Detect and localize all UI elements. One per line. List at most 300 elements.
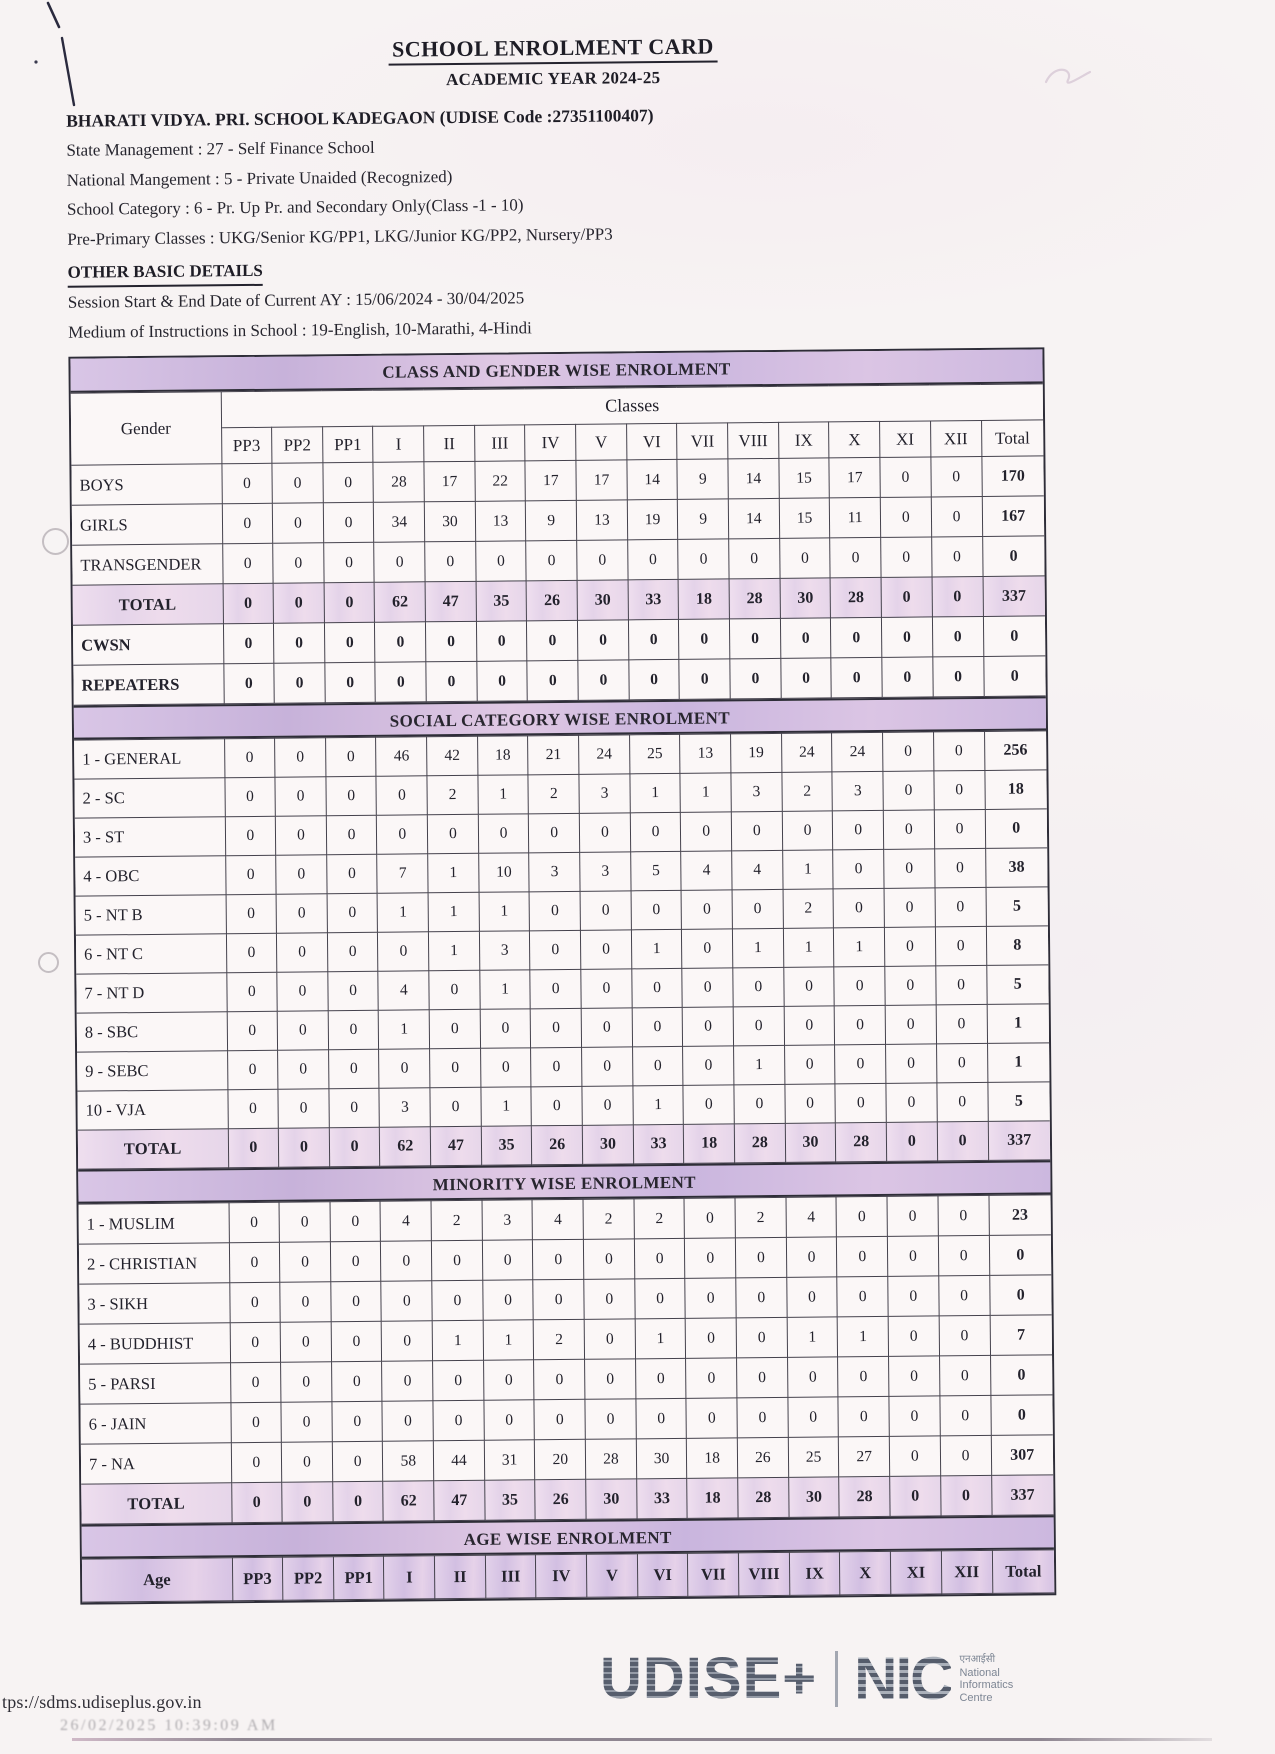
enrolment-cell: 0	[483, 1280, 534, 1320]
enrolment-cell: 0	[729, 538, 780, 578]
enrolment-cell: 0	[276, 894, 327, 933]
enrolment-cell: 62	[380, 1127, 431, 1166]
row-label: 6 - NT C	[76, 934, 226, 974]
enrolment-cell: 0	[989, 1235, 1051, 1276]
enrolment-cell: 33	[633, 1124, 684, 1163]
enrolment-cell: 0	[433, 1360, 484, 1400]
enrolment-cell: 0	[330, 1241, 381, 1281]
enrolment-cell: 0	[534, 1399, 585, 1439]
enrolment-cell: 13	[576, 500, 627, 540]
enrolment-cell: 7	[377, 854, 428, 893]
enrolment-cell: 0	[886, 1083, 937, 1122]
col-header-ix: IX	[778, 422, 829, 458]
enrolment-cell: 0	[227, 1050, 278, 1089]
enrolment-cell: 0	[940, 1395, 991, 1435]
enrolment-cell: 0	[224, 777, 275, 816]
enrolment-cell: 0	[881, 537, 932, 577]
col-header-i: I	[384, 1556, 435, 1599]
enrolment-cell: 3	[579, 774, 630, 813]
enrolment-cell: 0	[939, 1355, 990, 1395]
enrolment-cell: 0	[834, 966, 885, 1005]
col-header-xii: XII	[930, 420, 981, 456]
enrolment-cell: 0	[427, 814, 478, 853]
enrolment-cell: 0	[935, 965, 986, 1004]
enrolment-cell: 15	[779, 458, 830, 498]
col-header-xii: XII	[941, 1550, 992, 1593]
enrolment-cell: 0	[686, 1358, 737, 1398]
enrolment-cell: 0	[333, 1481, 384, 1521]
enrolment-cell: 0	[282, 1482, 333, 1522]
enrolment-cell: 0	[835, 1083, 886, 1122]
enrolment-cell: 18	[687, 1438, 738, 1478]
enrolment-cell: 1	[429, 931, 480, 970]
enrolment-cell: 46	[376, 737, 427, 776]
enrolment-cell: 0	[527, 660, 578, 700]
enrolment-cell: 30	[788, 1477, 839, 1517]
enrolment-cell: 0	[526, 540, 577, 580]
enrolment-cell: 0	[533, 1279, 584, 1319]
col-header-vii: VII	[688, 1553, 739, 1596]
enrolment-cell: 0	[940, 1435, 991, 1475]
enrolment-cell: 0	[784, 967, 835, 1006]
enrolment-cell: 0	[931, 456, 982, 496]
enrolment-cell: 0	[277, 933, 328, 972]
enrolment-cell: 0	[327, 932, 378, 971]
enrolment-cell: 0	[990, 1395, 1052, 1436]
enrolment-cell: 0	[982, 536, 1044, 577]
enrolment-cell: 1	[787, 1317, 838, 1357]
enrolment-cell: 25	[629, 734, 680, 773]
enrolment-cell: 0	[476, 621, 527, 661]
enrolment-cell: 0	[229, 1242, 280, 1282]
udise-plus-logo: UDISE+	[600, 1646, 818, 1711]
enrolment-cell: 0	[579, 813, 630, 852]
nic-caption-line: Informatics	[959, 1679, 1014, 1691]
enrolment-cell: 47	[425, 581, 476, 621]
enrolment-cell: 0	[324, 542, 375, 582]
enrolment-cell: 5	[630, 851, 681, 890]
enrolment-cell: 38	[985, 848, 1047, 888]
row-label: TOTAL	[73, 584, 223, 625]
enrolment-cell: 0	[931, 496, 982, 536]
nic-caption-line: Centre	[959, 1691, 993, 1704]
col-header-gender: Gender	[71, 392, 222, 465]
row-label: 2 - CHRISTIAN	[79, 1243, 229, 1284]
minority-enrolment-table	[79, 1194, 1054, 1524]
enrolment-cell: 13	[475, 501, 526, 541]
enrolment-cell: 0	[838, 1396, 889, 1436]
enrolment-cell: 30	[636, 1438, 687, 1478]
enrolment-cell: 1	[480, 970, 531, 1009]
col-header-viii: VIII	[738, 1552, 789, 1595]
enrolment-cell: 1	[633, 1085, 684, 1124]
enrolment-cell: 0	[935, 926, 986, 965]
section-band-age: AGE WISE ENROLMENT	[82, 1515, 1054, 1558]
enrolment-cell: 1	[680, 773, 731, 812]
enrolment-cell: 0	[938, 1275, 989, 1315]
enrolment-cell: 5	[986, 887, 1048, 927]
enrolment-cell: 0	[582, 1086, 633, 1125]
enrolment-cell: 0	[377, 815, 428, 854]
enrolment-cell: 0	[224, 738, 275, 777]
enrolment-cell: 0	[533, 1239, 584, 1279]
enrolment-cell: 0	[683, 1085, 734, 1124]
enrolment-cell: 42	[427, 736, 478, 775]
enrolment-cell: 11	[830, 497, 881, 537]
enrolment-cell: 0	[737, 1397, 788, 1437]
enrolment-cell: 0	[480, 1048, 531, 1087]
enrolment-cell: 4	[732, 850, 783, 889]
enrolment-cell: 62	[383, 1481, 434, 1521]
social-category-enrolment-table	[74, 730, 1050, 1169]
enrolment-cell: 31	[484, 1440, 535, 1480]
enrolment-cell: 1	[479, 892, 530, 931]
enrolment-cell: 0	[780, 618, 831, 658]
enrolment-cell: 0	[784, 1006, 835, 1045]
enrolment-cell: 0	[885, 1005, 936, 1044]
medium-of-instruction: Medium of Instructions in School : 19-English, 10-Marathi, 4-Hindi	[68, 317, 532, 342]
enrolment-cell: 0	[936, 1043, 987, 1082]
enrolment-cell: 26	[527, 580, 578, 620]
enrolment-cell: 0	[531, 1086, 582, 1125]
enrolment-cell: 0	[936, 1004, 987, 1043]
enrolment-cell: 0	[482, 1240, 533, 1280]
col-header-ii: II	[424, 425, 475, 461]
row-label: 2 - SC	[74, 778, 224, 818]
col-header-v: V	[587, 1554, 638, 1597]
enrolment-cell: 0	[382, 1361, 433, 1401]
enrolment-cell: 0	[433, 1400, 484, 1440]
enrolment-cell: 0	[787, 1357, 838, 1397]
enrolment-cell: 0	[379, 1049, 430, 1088]
col-header-ii: II	[435, 1555, 486, 1598]
enrolment-cell: 1	[428, 892, 479, 931]
row-label: 9 - SEBC	[77, 1051, 227, 1091]
enrolment-cell: 0	[275, 777, 326, 816]
enrolment-cell: 0	[627, 539, 678, 579]
row-label: 8 - SBC	[77, 1012, 227, 1052]
enrolment-cell: 0	[889, 1356, 940, 1396]
enrolment-cell: 0	[629, 659, 680, 699]
enrolment-cell: 0	[378, 932, 429, 971]
enrolment-cell: 0	[374, 542, 425, 582]
enrolment-cell: 0	[274, 663, 325, 703]
enrolment-cell: 0	[430, 1087, 481, 1126]
enrolment-cell: 0	[425, 541, 476, 581]
enrolment-cell: 26	[535, 1479, 586, 1519]
enrolment-cell: 2	[528, 774, 579, 813]
enrolment-cell: 0	[938, 1235, 989, 1275]
enrolment-cell: 0	[684, 1198, 735, 1238]
enrolment-cell: 4	[532, 1199, 583, 1239]
school-detail-state-management: State Management : 27 - Self Finance School	[66, 137, 375, 160]
enrolment-cell: 0	[682, 968, 733, 1007]
footer-logos	[600, 1645, 1014, 1712]
enrolment-cell: 0	[634, 1238, 685, 1278]
nic-caption	[959, 1654, 1013, 1704]
enrolment-cell: 0	[227, 1011, 278, 1050]
enrolment-cell: 18	[678, 579, 729, 619]
enrolment-cell: 0	[584, 1279, 635, 1319]
enrolment-cell: 0	[731, 811, 782, 850]
enrolment-cell: 0	[278, 1050, 329, 1089]
enrolment-cell: 0	[781, 658, 832, 698]
row-label: BOYS	[71, 464, 221, 505]
age-enrolment-table	[82, 1549, 1054, 1602]
enrolment-cell: 0	[983, 616, 1045, 657]
enrolment-cell: 0	[426, 621, 477, 661]
enrolment-cell: 1	[838, 1316, 889, 1356]
enrolment-cell: 0	[885, 966, 936, 1005]
enrolment-cell: 0	[883, 771, 934, 810]
enrolment-cell: 0	[331, 1321, 382, 1361]
enrolment-cell: 2	[634, 1198, 685, 1238]
row-label: 10 - VJA	[77, 1090, 227, 1130]
enrolment-cell: 1	[630, 773, 681, 812]
enrolment-cell: 3	[529, 852, 580, 891]
enrolment-cell: 0	[636, 1398, 687, 1438]
enrolment-cell: 0	[983, 656, 1045, 697]
enrolment-cell: 0	[483, 1360, 534, 1400]
enrolment-cell: 0	[275, 816, 326, 855]
enrolment-cell: 0	[831, 617, 882, 657]
enrolment-cell: 30	[424, 501, 475, 541]
enrolment-cell: 0	[281, 1362, 332, 1402]
enrolment-cell: 0	[735, 1237, 786, 1277]
enrolment-cell: 0	[940, 1475, 991, 1515]
enrolment-cell: 0	[326, 815, 377, 854]
enrolment-cell: 30	[577, 580, 628, 620]
enrolment-cell: 0	[833, 849, 884, 888]
enrolment-cell: 13	[680, 734, 731, 773]
enrolment-cell: 0	[225, 816, 276, 855]
enrolment-cell: 0	[736, 1317, 787, 1357]
other-basic-details-heading: OTHER BASIC DETAILS	[67, 258, 263, 288]
page-title: SCHOOL ENROLMENT CARD	[388, 33, 718, 65]
enrolment-cell: 35	[484, 1480, 535, 1520]
enrolment-cell: 0	[679, 619, 730, 659]
enrolment-cell: 2	[431, 1200, 482, 1240]
enrolment-cell: 5	[987, 1082, 1049, 1122]
section-band-social-category: SOCIAL CATEGORY WISE ENROLMENT	[74, 696, 1046, 739]
enrolment-cell: 0	[221, 463, 272, 503]
enrolment-cell: 0	[376, 776, 427, 815]
row-label: 6 - JAIN	[80, 1403, 230, 1444]
row-label: TRANSGENDER	[72, 544, 222, 585]
enrolment-cell: 0	[332, 1441, 383, 1481]
enrolment-cell: 0	[230, 1322, 281, 1362]
enrolment-cell: 19	[627, 499, 678, 539]
enrolment-cell: 18	[687, 1478, 738, 1518]
row-label: CWSN	[73, 624, 223, 665]
enrolment-cell: 0	[231, 1442, 282, 1482]
enrolment-cell: 0	[932, 616, 983, 656]
enrolment-cell: 0	[328, 1049, 379, 1088]
enrolment-cell: 4	[786, 1197, 837, 1237]
enrolment-cell: 0	[888, 1316, 939, 1356]
school-name: BHARATI VIDYA. PRI. SCHOOL KADEGAON (UDISE Code :27351100407)	[66, 105, 654, 131]
enrolment-cell: 0	[331, 1281, 382, 1321]
enrolment-cell: 0	[630, 812, 681, 851]
enrolment-cell: 0	[327, 893, 378, 932]
col-header-xi: XI	[880, 421, 931, 457]
enrolment-cell: 0	[329, 1127, 380, 1166]
enrolment-cell: 14	[728, 458, 779, 498]
enrolment-cell: 1	[432, 1320, 483, 1360]
enrolment-cell: 0	[527, 620, 578, 660]
enrolment-cell: 3	[832, 771, 883, 810]
enrolment-cell: 3	[379, 1088, 430, 1127]
col-header-x: X	[840, 1551, 891, 1594]
row-label: GIRLS	[72, 504, 222, 545]
enrolment-cell: 8	[986, 926, 1048, 966]
enrolment-cell: 4	[380, 1201, 431, 1241]
row-label: 7 - NA	[81, 1443, 231, 1484]
enrolment-cell: 0	[835, 1005, 886, 1044]
enrolment-cell: 0	[484, 1400, 535, 1440]
enrolment-cell: 18	[684, 1124, 735, 1163]
enrolment-cell: 0	[429, 970, 480, 1009]
enrolment-cell: 33	[628, 579, 679, 619]
enrolment-cell: 0	[631, 890, 682, 929]
enrolment-cell: 0	[578, 620, 629, 660]
enrolment-cell: 5	[986, 965, 1048, 1005]
enrolment-cell: 0	[686, 1398, 737, 1438]
enrolment-cell: 0	[737, 1357, 788, 1397]
enrolment-cell: 1	[987, 1004, 1049, 1044]
enrolment-cell: 27	[839, 1436, 890, 1476]
enrolment-cell: 0	[888, 1276, 939, 1316]
enrolment-cell: 0	[686, 1318, 737, 1358]
enrolment-cell: 28	[836, 1122, 887, 1161]
enrolment-cell: 0	[836, 1196, 887, 1236]
enrolment-cell: 0	[937, 1082, 988, 1121]
enrolment-cell: 0	[280, 1282, 331, 1322]
enrolment-cell: 0	[223, 583, 274, 623]
enrolment-cell: 0	[730, 618, 781, 658]
nic-logo-text: NIC	[854, 1645, 952, 1712]
enrolment-cell: 0	[685, 1238, 736, 1278]
enrolment-cell: 20	[535, 1439, 586, 1479]
enrolment-cell: 0	[886, 1122, 937, 1161]
row-label: 5 - PARSI	[80, 1363, 230, 1404]
enrolment-cell: 9	[677, 459, 728, 499]
enrolment-cell: 0	[328, 1010, 379, 1049]
enrolment-cell: 10	[478, 853, 529, 892]
enrolment-cell: 44	[433, 1440, 484, 1480]
enrolment-cell: 0	[585, 1359, 636, 1399]
enrolment-cell: 1	[428, 853, 479, 892]
enrolment-cell: 3	[580, 852, 631, 891]
enrolment-cell: 28	[830, 577, 881, 617]
row-label: 4 - OBC	[75, 856, 225, 896]
enrolment-cell: 0	[325, 662, 376, 702]
enrolment-cell: 0	[736, 1277, 787, 1317]
enrolment-cell: 1	[379, 1010, 430, 1049]
enrolment-cell: 0	[281, 1442, 332, 1482]
enrolment-cell: 0	[273, 583, 324, 623]
enrolment-cell: 0	[231, 1482, 282, 1522]
enrolment-cell: 28	[839, 1476, 890, 1516]
enrolment-cell: 0	[382, 1321, 433, 1361]
enrolment-cell: 0	[478, 814, 529, 853]
col-header-pp2: PP2	[283, 1557, 334, 1600]
row-label: 3 - ST	[75, 817, 225, 857]
col-header-iv: IV	[525, 424, 576, 460]
enrolment-cell: 9	[678, 499, 729, 539]
enrolment-cell: 0	[788, 1397, 839, 1437]
enrolment-cell: 0	[531, 1047, 582, 1086]
enrolment-cell: 0	[933, 731, 984, 770]
enrolment-cell: 0	[276, 855, 327, 894]
enrolment-cell: 0	[477, 661, 528, 701]
enrolment-cell: 34	[374, 502, 425, 542]
enrolment-cell: 2	[735, 1197, 786, 1237]
enrolment-cell: 1	[478, 775, 529, 814]
enrolment-cell: 337	[983, 576, 1045, 617]
enrolment-cell: 30	[780, 578, 831, 618]
logo-divider	[835, 1651, 838, 1707]
enrolment-cell: 0	[730, 658, 781, 698]
enrolment-cell: 0	[683, 1046, 734, 1085]
enrolment-cell: 28	[373, 462, 424, 502]
enrolment-tables	[68, 347, 1056, 1604]
enrolment-cell: 0	[784, 1045, 835, 1084]
enrolment-cell: 18	[984, 770, 1046, 810]
enrolment-cell: 0	[326, 776, 377, 815]
enrolment-cell: 0	[880, 497, 931, 537]
enrolment-cell: 26	[737, 1437, 788, 1477]
col-header-classes: Classes	[221, 384, 1043, 428]
enrolment-cell: 0	[833, 810, 884, 849]
enrolment-cell: 0	[277, 1011, 328, 1050]
enrolment-cell: 0	[632, 1046, 683, 1085]
enrolment-cell: 0	[323, 502, 374, 542]
enrolment-cell: 0	[280, 1242, 331, 1282]
enrolment-cell: 0	[934, 848, 985, 887]
enrolment-cell: 22	[475, 461, 526, 501]
enrolment-cell: 1	[782, 850, 833, 889]
enrolment-cell: 25	[788, 1437, 839, 1477]
enrolment-cell: 0	[881, 577, 932, 617]
enrolment-cell: 0	[989, 1275, 1051, 1316]
enrolment-cell: 0	[837, 1236, 888, 1276]
enrolment-cell: 0	[679, 659, 730, 699]
enrolment-cell: 2	[583, 1199, 634, 1239]
enrolment-cell: 0	[881, 617, 932, 657]
col-header-viii: VIII	[728, 422, 779, 458]
enrolment-cell: 47	[434, 1480, 485, 1520]
col-header-total: Total	[992, 1550, 1054, 1594]
enrolment-cell: 3	[731, 772, 782, 811]
enrolment-cell: 0	[375, 622, 426, 662]
enrolment-cell: 0	[939, 1315, 990, 1355]
enrolment-cell: 0	[381, 1281, 432, 1321]
enrolment-cell: 0	[226, 972, 277, 1011]
enrolment-cell: 337	[991, 1475, 1053, 1516]
enrolment-cell: 0	[681, 890, 732, 929]
enrolment-cell: 0	[273, 543, 324, 583]
school-detail-category: School Category : 6 - Pr. Up Pr. and Secondary Only(Class -1 - 10)	[66, 195, 524, 219]
enrolment-cell: 0	[635, 1278, 686, 1318]
enrolment-cell: 0	[274, 623, 325, 663]
enrolment-cell: 0	[934, 809, 985, 848]
enrolment-cell: 0	[432, 1240, 483, 1280]
enrolment-cell: 0	[635, 1358, 686, 1398]
enrolment-cell: 0	[280, 1322, 331, 1362]
enrolment-cell: 0	[632, 968, 683, 1007]
enrolment-cell: 0	[733, 1006, 784, 1045]
